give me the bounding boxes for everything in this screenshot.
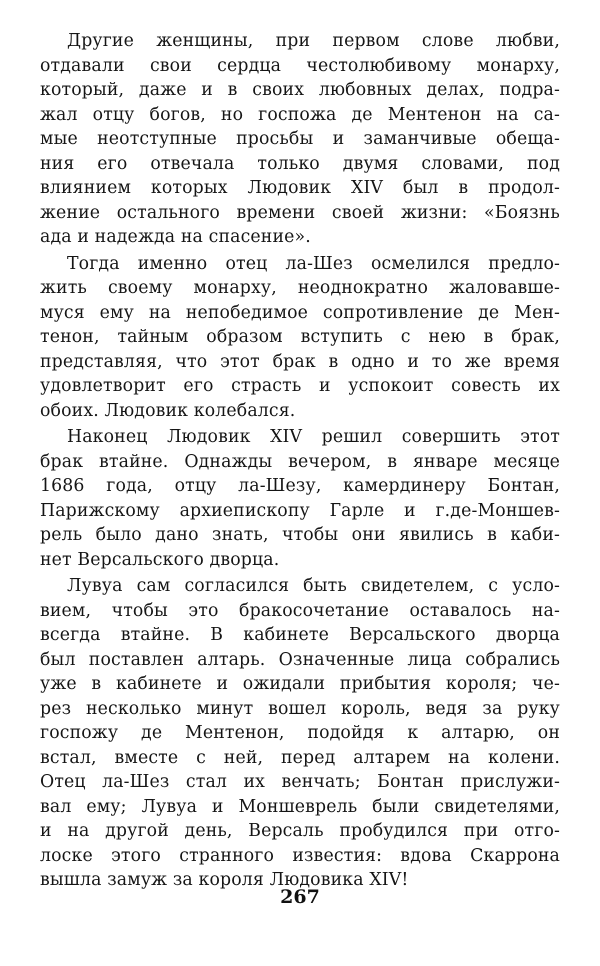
text-line: жение остального времени своей жизни: «Боязнь — [40, 202, 560, 223]
text-line: уже в кабинете и ожидали прибытия короля; че- — [40, 674, 560, 694]
text-line: жить своему монарху, неоднократно жаловавше- — [40, 278, 560, 298]
book-page-body — [40, 29, 560, 893]
text-line: Отец ла-Шез стал их венчать; Бонтан прислужи- — [40, 772, 560, 792]
text-line: Парижскому архиепископу Гарле и г.де-Моншев- — [40, 500, 560, 521]
text-line: Лувуа сам согласился быть свидетелем, с усло- — [67, 576, 560, 596]
text-line: Другие женщины, при первом слове любви, — [67, 31, 560, 51]
paragraph-3 — [40, 425, 560, 572]
text-line: нет Версальского дворца. — [40, 549, 280, 570]
text-line: был поставлен алтарь. Означенные лица собрались — [40, 649, 560, 670]
text-line: Тогда именно отец ла-Шез осмелился предло- — [67, 253, 560, 274]
text-line: вием, чтобы это бракосочетание оставалось на- — [40, 600, 560, 621]
text-line: который, даже и в своих любовных делах, подра- — [40, 80, 560, 100]
text-line: встал, вместе с ней, перед алтарем на колени. — [40, 747, 560, 768]
text-line: удовлетворит его страсть и успокоит совесть их — [40, 376, 560, 396]
text-line: лоске этого странного известия: вдова Скаррона — [40, 845, 560, 866]
text-line: ния его отвечала только двумя словами, под — [40, 153, 560, 174]
text-line: госпожу де Ментенон, подойдя к алтарю, он — [40, 723, 560, 743]
text-line: отдавали свои сердца честолюбивому монарху, — [40, 55, 560, 76]
text-line: ада и надежда на спасение». — [40, 227, 311, 247]
text-line: рель было дано знать, чтобы они явились в каби- — [40, 525, 560, 545]
text-line: обоих. Людовик колебался. — [40, 400, 296, 421]
paragraph-4 — [40, 574, 560, 893]
text-line: всегда втайне. В кабинете Версальского дворца — [40, 625, 560, 645]
text-line: и на другой день, Версаль пробудился при отго- — [40, 821, 560, 841]
text-line: тенон, тайным образом вступить с нею в брак, — [40, 327, 560, 347]
text-line: жал отцу богов, но госпожа де Ментенон на са- — [40, 104, 560, 125]
paragraph-1 — [40, 29, 560, 250]
paragraph-2 — [40, 252, 560, 424]
page-number: 267 — [280, 886, 320, 908]
text-line: вал ему; Лувуа и Моншеврель были свидетелями, — [40, 796, 560, 817]
text-line: влиянием которых Людовик XIV был в продол- — [40, 178, 560, 198]
text-line: представляя, что этот брак в одно и то же время — [40, 351, 560, 372]
text-line: муся ему на непобедимое сопротивление де Мен- — [40, 302, 560, 323]
text-line: Наконец Людовик XIV решил совершить этот — [67, 427, 560, 447]
text-line: вышла замуж за короля Людовика XIV! — [40, 870, 409, 890]
text-line: 1686 года, отцу ла-Шезу, камердинеру Бонтан, — [40, 476, 560, 496]
text-line: мые неотступные просьбы и заманчивые обеща- — [40, 129, 560, 149]
text-line: брак втайне. Однажды вечером, в январе месяце — [40, 451, 560, 472]
text-line: рез несколько минут вошел король, ведя за руку — [40, 698, 560, 719]
